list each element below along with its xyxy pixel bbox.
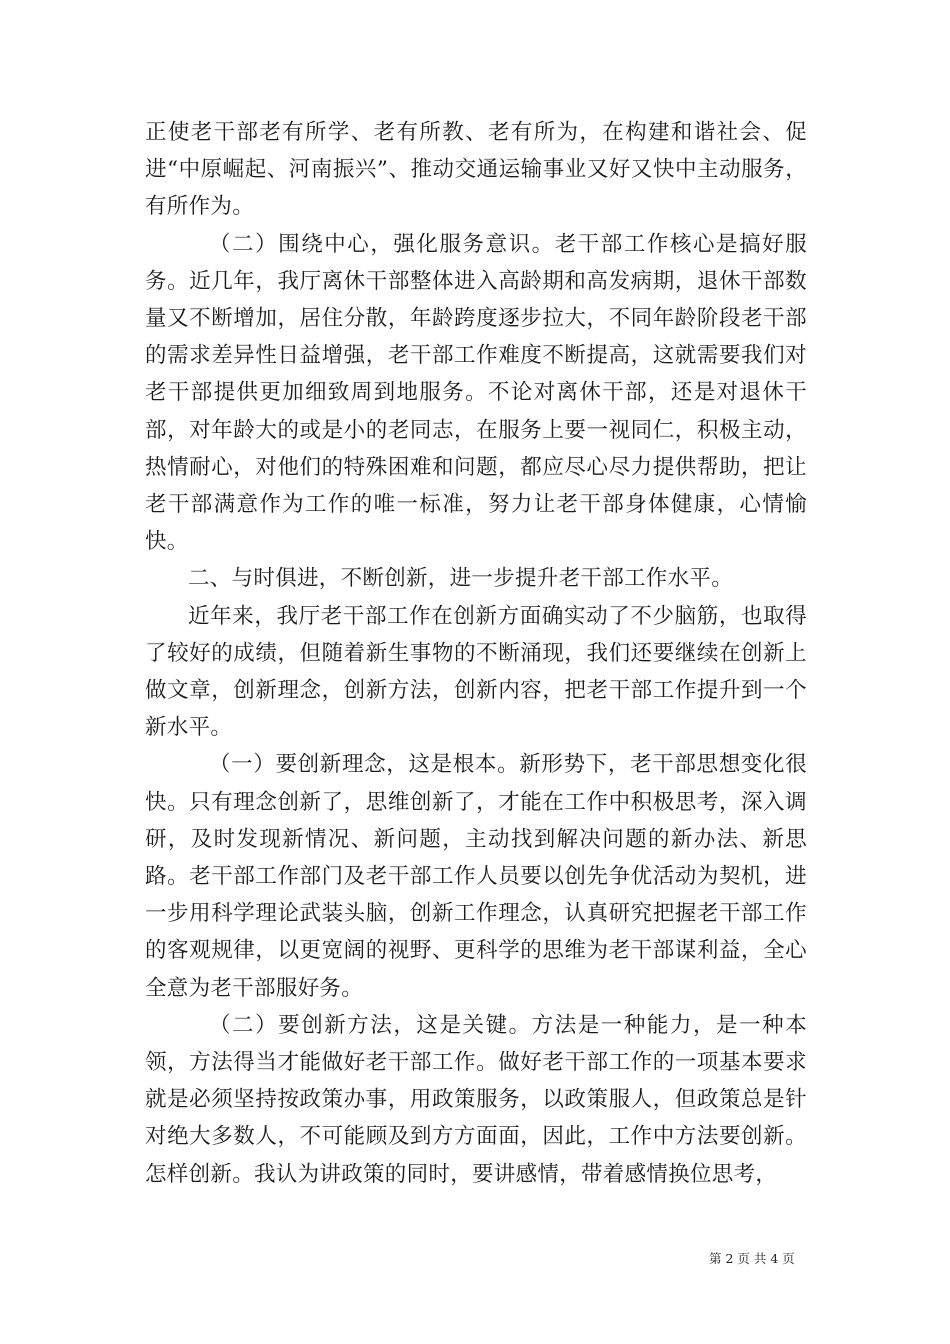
paragraph-innovation-intro: 近年来，我厅老干部工作在创新方面确实动了不少脑筋，也取得了较好的成绩，但随着新生事物的不断涌现，我们还要继续在创新上做文章，创新理念，创新方法，创新内容，把老干部工作提升到一个新水平。: [145, 603, 807, 741]
paragraph-innovate-method: （二）要创新方法，这是关键。方法是一种能力，是一种本领，方法得当才能做好老干部工作。做好老干部工作的一项基本要求就是必须坚持按政策办事，用政策服务，以政策服人，但政策总是针对绝大多数人，不可能顾及到方方面面，因此，工作中方法要创新。怎样创新。我认为讲政策的同时，要讲感情，带着感情换位思考，: [145, 1012, 807, 1187]
section-heading-innovation: 二、与时俱进，不断创新，进一步提升老干部工作水平。: [188, 566, 734, 592]
paragraph-innovate-concept: （一）要创新理念，这是根本。新形势下，老干部思想变化很快。只有理念创新了，思维创新了，才能在工作中积极思考，深入调研，及时发现新情况、新问题，主动找到解决问题的新办法、新思路。老干部工作部门及老干部工作人员要以创先争优活动为契机，进一步用科学理论武装头脑，创新工作理念，认真研究把握老干部工作的客观规律，以更宽阔的视野、更科学的思维为老干部谋利益，全心全意为老干部服好务。: [145, 752, 807, 1001]
document-body: [145, 114, 807, 1193]
paragraph-service-awareness: （二）围绕中心，强化服务意识。老干部工作核心是搞好服务。近几年，我厅离休干部整体进入高龄期和高发病期，退休干部数量又不断增加，居住分散，年龄跨度逐步拉大，不同年龄阶段老干部的需求差异性日益增强，老干部工作难度不断提高，这就需要我们对老干部提供更加细致周到地服务。不论对离休干部，还是对退休干部，对年龄大的或是小的老同志，在服务上要一视同仁，积极主动，热情耐心，对他们的特殊困难和问题，都应尽心尽力提供帮助，把让老干部满意作为工作的唯一标准，努力让老干部身体健康，心情愉快。: [145, 231, 807, 555]
paragraph-continuation: 正使老干部老有所学、老有所教、老有所为，在构建和谐社会、促进“中原崛起、河南振兴”、推动交通运输事业又好又快中主动服务，有所作为。: [145, 120, 807, 220]
page-number-footer: 第 2 页 共 4 页: [709, 1251, 795, 1266]
